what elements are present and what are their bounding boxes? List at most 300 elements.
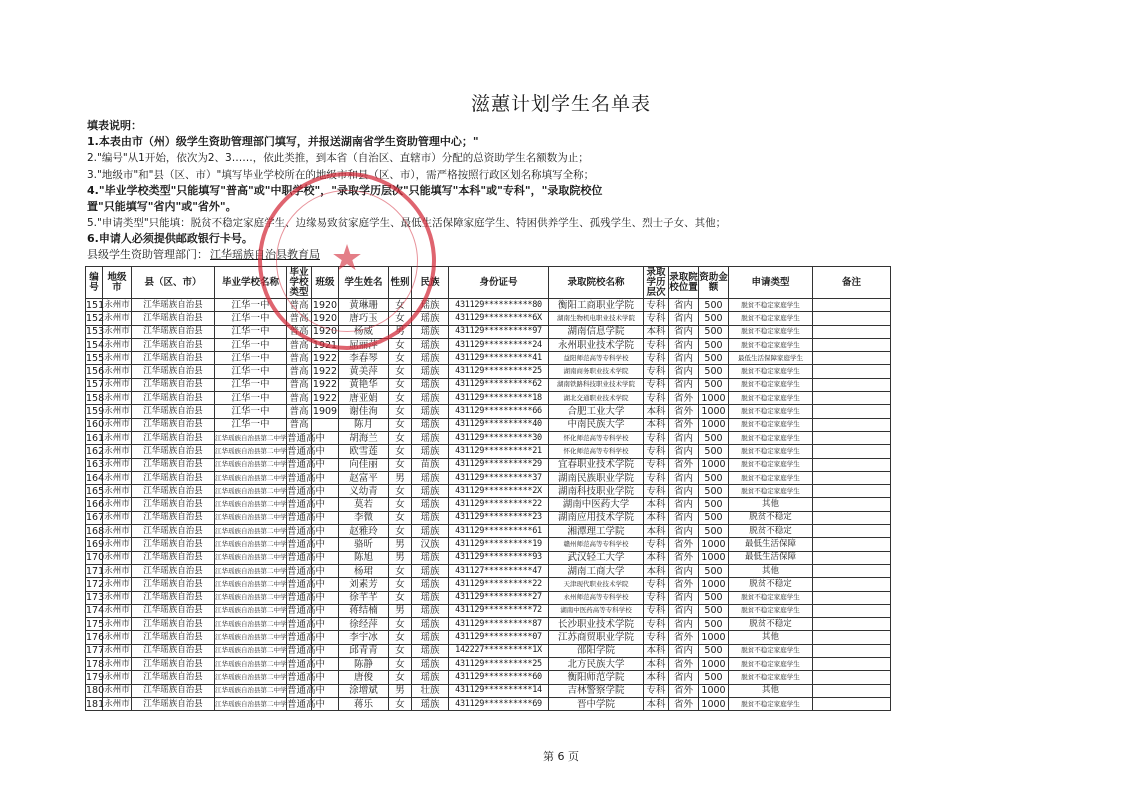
cell-remarks [813,418,891,431]
cell-university: 长沙职业技术学院 [549,618,644,631]
cell-university: 北方民族大学 [549,658,644,671]
cell-degree-level: 专科 [644,458,669,471]
student-roster-table [85,266,891,711]
cell-university-location: 省内 [669,485,699,498]
cell-county: 江华瑶族自治县 [132,418,215,431]
cell-application-type: 脱贫不稳定家庭学生 [729,431,813,444]
cell-degree-level: 本科 [644,511,669,524]
cell-university-location: 省内 [669,338,699,351]
cell-id-number: 431129**********61 [449,525,549,538]
cell-county: 江华瑶族自治县 [132,684,215,697]
cell-school-type: 普通高中 [287,432,326,444]
cell-school: 江华瑶族自治县第二中学 [215,604,287,617]
cell-gender: 男 [389,684,412,697]
column-header: 学生姓名 [339,267,389,299]
cell-university-location: 省外 [669,458,699,471]
cell-number: 167 [86,512,105,524]
cell-amount: 500 [699,485,729,498]
cell-amount: 500 [699,511,729,524]
cell-gender: 女 [389,378,412,391]
cell-county: 江华瑶族自治县 [132,299,215,312]
cell-school-type: 普通高中 [287,592,326,604]
cell-amount: 1000 [699,538,729,551]
cell-degree-level: 专科 [644,365,669,378]
cell-university-location: 省外 [669,392,699,405]
cell-student-name: 骆昕 [339,538,389,551]
cell-school: 江华瑶族自治县第二中学 [215,471,287,484]
cell-city: 永州市 [103,644,132,657]
cell-student-name: 杨珺 [339,564,389,577]
cell-remarks [813,325,891,338]
cell-id-number: 431129**********66 [449,405,549,418]
cell-university: 邵阳学院 [549,644,644,657]
column-header: 地级市 [103,267,132,299]
cell-gender: 男 [389,325,412,338]
cell-school-type: 普高 [287,405,312,418]
cell-ethnicity: 瑶族 [412,578,449,591]
table-row [86,325,891,338]
cell-county: 江华瑶族自治县 [132,631,215,644]
cell-school: 江华瑶族自治县第二中学 [215,578,287,591]
cell-gender: 女 [389,338,412,351]
cell-school: 江华瑶族自治县第二中学 [215,564,287,577]
cell-city: 永州市 [103,431,132,444]
cell-amount: 500 [699,338,729,351]
cell-remarks [813,352,891,365]
cell-university: 江苏商贸职业学院 [549,631,644,644]
cell-city: 永州市 [103,697,132,710]
cell-gender: 女 [389,644,412,657]
cell-county: 江华瑶族自治县 [132,431,215,444]
cell-university-location: 省外 [669,405,699,418]
cell-degree-level: 专科 [644,591,669,604]
cell-class: 1922 [312,392,338,404]
cell-university-location: 省内 [669,445,699,458]
cell-ethnicity: 瑶族 [412,604,449,617]
table-row [86,511,891,524]
cell-school: 江华一中 [215,338,287,351]
cell-school: 江华瑶族自治县第二中学 [215,618,287,631]
cell-county: 江华瑶族自治县 [132,538,215,551]
cell-remarks [813,591,891,604]
cell-ethnicity: 瑶族 [412,338,449,351]
cell-ethnicity: 瑶族 [412,431,449,444]
cell-application-type: 脱贫不稳定家庭学生 [729,405,813,418]
cell-application-type: 其他 [729,631,813,644]
cell-amount: 1000 [699,418,729,431]
cell-application-type: 脱贫不稳定家庭学生 [729,697,813,710]
cell-id-number: 431129**********93 [449,551,549,564]
cell-gender: 女 [389,658,412,671]
instructions-heading: 填表说明： [87,119,142,132]
cell-remarks [813,392,891,405]
table-row [86,471,891,484]
cell-amount: 500 [699,431,729,444]
cell-county: 江华瑶族自治县 [132,445,215,458]
cell-id-number: 431129**********97 [449,325,549,338]
cell-university: 湖南应用技术学院 [549,511,644,524]
cell-university: 湖南民族职业学院 [549,471,644,484]
cell-degree-level: 专科 [644,431,669,444]
cell-ethnicity: 瑶族 [412,418,449,431]
cell-degree-level: 专科 [644,312,669,325]
cell-university-location: 省内 [669,431,699,444]
cell-number: 165 [86,485,105,497]
instruction-line-5: 5."申请类型"只能填：脱贫不稳定家庭学生、边缘易致贫家庭学生、最低生活保障家庭学生、特困供养学生、孤残学生、烈士子女、其他； [87,217,727,230]
cell-application-type: 脱贫不稳定家庭学生 [729,485,813,498]
cell-university: 天津现代职业技术学院 [549,578,644,591]
cell-ethnicity: 汉族 [412,538,449,551]
cell-school-type: 普通高中 [287,671,326,683]
cell-id-number: 431129**********60 [449,671,549,684]
cell-amount: 500 [699,325,729,338]
cell-university: 中南民族大学 [549,418,644,431]
cell-remarks [813,511,891,524]
cell-student-name: 蒋结楠 [339,604,389,617]
cell-school: 江华瑶族自治县第二中学 [215,591,287,604]
cell-degree-level: 本科 [644,405,669,418]
cell-university-location: 省内 [669,365,699,378]
cell-degree-level: 本科 [644,658,669,671]
cell-amount: 1000 [699,684,729,697]
cell-student-name: 胡海兰 [339,431,389,444]
cell-amount: 500 [699,471,729,484]
cell-school-type: 普通高中 [287,445,326,457]
table-row [86,591,891,604]
cell-gender: 女 [389,578,412,591]
seal-star-icon: ★ [330,238,364,279]
cell-university-location: 省内 [669,618,699,631]
cell-id-number: 431129**********87 [449,618,549,631]
column-header: 申请类型 [729,267,813,299]
cell-student-name: 李春琴 [339,352,389,365]
cell-ethnicity: 瑶族 [412,564,449,577]
cell-county: 江华瑶族自治县 [132,525,215,538]
cell-ethnicity: 瑶族 [412,392,449,405]
table-row [86,431,891,444]
cell-application-type: 脱贫不稳定家庭学生 [729,445,813,458]
cell-application-type: 脱贫不稳定家庭学生 [729,471,813,484]
cell-gender: 女 [389,299,412,312]
cell-ethnicity: 瑶族 [412,352,449,365]
cell-id-number: 431129**********07 [449,631,549,644]
cell-degree-level: 专科 [644,485,669,498]
cell-city: 永州市 [103,564,132,577]
table-row [86,418,891,431]
cell-university-location: 省内 [669,299,699,312]
cell-ethnicity: 瑶族 [412,445,449,458]
cell-university: 永州职业技术学院 [549,338,644,351]
cell-student-name: 邱青青 [339,644,389,657]
cell-number: 180 [86,685,105,697]
cell-student-name: 黄艳华 [339,378,389,391]
table-row [86,551,891,564]
cell-number: 169 [86,538,105,550]
cell-application-type: 脱贫不稳定家庭学生 [729,392,813,405]
cell-city: 永州市 [103,365,132,378]
cell-county: 江华瑶族自治县 [132,498,215,511]
cell-id-number: 142227**********1X [449,644,549,657]
table-row [86,578,891,591]
cell-number: 153 [86,326,105,338]
cell-number: 174 [86,605,105,617]
cell-degree-level: 本科 [644,644,669,657]
table-row [86,365,891,378]
instruction-line-4: 4."毕业学校类型"只能填写"普高"或"中职学校"，"录取学历层次"只能填写"本科"或"专科"，"录取院校位 [87,183,603,197]
cell-amount: 1000 [699,697,729,710]
cell-number: 179 [86,671,105,683]
cell-university-location: 省内 [669,325,699,338]
cell-gender: 女 [389,431,412,444]
cell-university-location: 省内 [669,591,699,604]
cell-degree-level: 专科 [644,338,669,351]
cell-school-type: 普通高中 [287,485,326,497]
cell-degree-level: 专科 [644,378,669,391]
cell-university: 湖南生物机电职业技术学院 [549,312,644,325]
cell-remarks [813,299,891,312]
cell-city: 永州市 [103,338,132,351]
cell-number: 156 [86,366,105,378]
cell-county: 江华瑶族自治县 [132,604,215,617]
table-row [86,485,891,498]
cell-application-type: 脱贫不稳定家庭学生 [729,365,813,378]
cell-school-type: 普通高中 [287,578,326,590]
cell-application-type: 脱贫不稳定家庭学生 [729,338,813,351]
cell-application-type: 脱贫不稳定家庭学生 [729,418,813,431]
cell-school: 江华瑶族自治县第二中学 [215,485,287,498]
cell-city: 永州市 [103,299,132,312]
cell-application-type: 脱贫不稳定家庭学生 [729,312,813,325]
cell-school: 江华一中 [215,325,287,338]
cell-university-location: 省内 [669,564,699,577]
cell-school: 江华瑶族自治县第二中学 [215,445,287,458]
cell-class: 1920 [312,312,338,324]
cell-school-type: 普高 [287,312,312,325]
column-header: 录取学历层次 [644,267,669,299]
cell-school-type: 普通高中 [287,658,326,670]
cell-city: 永州市 [103,378,132,391]
cell-university: 永州师范高等专科学校 [549,591,644,604]
cell-city: 永州市 [103,604,132,617]
cell-number: 168 [86,525,105,537]
cell-ethnicity: 瑶族 [412,471,449,484]
cell-school: 江华瑶族自治县第二中学 [215,631,287,644]
cell-amount: 500 [699,591,729,604]
cell-university-location: 省外 [669,578,699,591]
cell-student-name: 陈旭 [339,551,389,564]
table-row [86,644,891,657]
cell-id-number: 431129**********25 [449,658,549,671]
cell-remarks [813,365,891,378]
cell-student-name: 黄美萍 [339,365,389,378]
cell-university: 湖南中医药高等专科学校 [549,604,644,617]
cell-number: 159 [86,406,105,418]
cell-student-name: 赵雅玲 [339,525,389,538]
cell-class: 1922 [312,352,338,364]
cell-student-name: 蒋乐 [339,697,389,710]
cell-student-name: 谢佳洵 [339,405,389,418]
column-header: 性别 [389,267,412,299]
cell-city: 永州市 [103,418,132,431]
table-row [86,684,891,697]
cell-gender: 女 [389,697,412,710]
cell-amount: 500 [699,299,729,312]
cell-student-name: 向佳丽 [339,458,389,471]
cell-application-type: 最低生活保障 [729,538,813,551]
cell-gender: 女 [389,618,412,631]
cell-city: 永州市 [103,498,132,511]
cell-city: 永州市 [103,618,132,631]
cell-school: 江华瑶族自治县第二中学 [215,498,287,511]
cell-degree-level: 本科 [644,697,669,710]
cell-gender: 女 [389,392,412,405]
cell-county: 江华瑶族自治县 [132,658,215,671]
cell-university: 晋中学院 [549,697,644,710]
cell-amount: 500 [699,498,729,511]
cell-student-name: 唐巧玉 [339,312,389,325]
cell-school: 江华瑶族自治县第二中学 [215,684,287,697]
cell-application-type: 最低生活保障家庭学生 [729,352,813,365]
cell-county: 江华瑶族自治县 [132,697,215,710]
column-header: 身份证号 [449,267,549,299]
cell-amount: 1000 [699,392,729,405]
cell-degree-level: 专科 [644,631,669,644]
cell-degree-level: 专科 [644,471,669,484]
table-row [86,618,891,631]
cell-degree-level: 专科 [644,618,669,631]
cell-id-number: 431129**********22 [449,498,549,511]
cell-university: 赣州师范高等专科学校 [549,538,644,551]
cell-county: 江华瑶族自治县 [132,352,215,365]
cell-number: 161 [86,432,105,444]
cell-ethnicity: 瑶族 [412,697,449,710]
cell-school-type: 普通高中 [287,565,326,577]
cell-id-number: 431129**********18 [449,392,549,405]
cell-remarks [813,644,891,657]
department-label: 县级学生资助管理部门： [87,248,208,261]
cell-university-location: 省内 [669,471,699,484]
cell-application-type: 脱贫不稳定 [729,511,813,524]
cell-number: 164 [86,472,105,484]
cell-remarks [813,564,891,577]
cell-university-location: 省外 [669,551,699,564]
cell-gender: 女 [389,564,412,577]
cell-gender: 男 [389,551,412,564]
cell-ethnicity: 瑶族 [412,671,449,684]
cell-amount: 1000 [699,405,729,418]
cell-remarks [813,697,891,710]
cell-degree-level: 专科 [644,684,669,697]
cell-number: 171 [86,565,105,577]
cell-school-type: 普通高中 [287,605,326,617]
cell-remarks [813,618,891,631]
cell-id-number: 431129**********69 [449,697,549,710]
cell-city: 永州市 [103,392,132,405]
cell-remarks [813,338,891,351]
cell-student-name: 陈静 [339,658,389,671]
table-row [86,405,891,418]
cell-university: 衡阳工商职业学院 [549,299,644,312]
table-row [86,352,891,365]
cell-application-type: 脱贫不稳定 [729,618,813,631]
cell-gender: 女 [389,405,412,418]
cell-school: 江华瑶族自治县第二中学 [215,458,287,471]
cell-school-type: 普高 [287,325,312,338]
cell-school: 江华瑶族自治县第二中学 [215,658,287,671]
cell-county: 江华瑶族自治县 [132,618,215,631]
cell-city: 永州市 [103,591,132,604]
cell-county: 江华瑶族自治县 [132,378,215,391]
cell-school: 江华一中 [215,378,287,391]
cell-school-type: 普通高中 [287,552,326,564]
cell-city: 永州市 [103,671,132,684]
cell-university-location: 省外 [669,658,699,671]
cell-ethnicity: 苗族 [412,458,449,471]
cell-class [312,418,339,431]
cell-school: 江华瑶族自治县第二中学 [215,644,287,657]
cell-university: 湖南铁路科技职业技术学院 [549,378,644,391]
cell-university: 武汉轻工大学 [549,551,644,564]
cell-remarks [813,378,891,391]
cell-gender: 女 [389,511,412,524]
cell-student-name: 徐经萍 [339,618,389,631]
cell-application-type: 脱贫不稳定 [729,525,813,538]
cell-city: 永州市 [103,312,132,325]
cell-school-type: 普通高中 [287,685,326,697]
cell-degree-level: 本科 [644,551,669,564]
cell-school-type: 普高 [287,338,312,351]
cell-school-type: 普高 [287,392,312,405]
cell-university: 吉林警察学院 [549,684,644,697]
cell-school-type: 普通高中 [287,472,326,484]
cell-gender: 女 [389,671,412,684]
cell-number: 157 [86,379,105,391]
cell-county: 江华瑶族自治县 [132,405,215,418]
table-row [86,538,891,551]
cell-county: 江华瑶族自治县 [132,644,215,657]
cell-school: 江华一中 [215,418,287,431]
table-row [86,312,891,325]
cell-university-location: 省内 [669,644,699,657]
cell-county: 江华瑶族自治县 [132,551,215,564]
table-row [86,498,891,511]
cell-gender: 女 [389,485,412,498]
cell-id-number: 431129**********14 [449,684,549,697]
cell-id-number: 431129**********80 [449,299,549,312]
cell-id-number: 431129**********72 [449,604,549,617]
cell-school-type: 普通高中 [287,538,326,550]
cell-university-location: 省内 [669,498,699,511]
cell-gender: 女 [389,498,412,511]
cell-ethnicity: 瑶族 [412,378,449,391]
cell-degree-level: 专科 [644,538,669,551]
cell-university: 衡阳师范学院 [549,671,644,684]
cell-remarks [813,671,891,684]
column-header: 民族 [412,267,449,299]
cell-city: 永州市 [103,684,132,697]
cell-application-type: 脱贫不稳定家庭学生 [729,658,813,671]
cell-class: 1920 [312,326,338,338]
cell-class: 1909 [312,406,338,418]
cell-ethnicity: 瑶族 [412,498,449,511]
cell-amount: 500 [699,564,729,577]
cell-ethnicity: 瑶族 [412,405,449,418]
cell-school-type: 普通高中 [287,645,326,657]
cell-university: 湖南信息学院 [549,325,644,338]
cell-ethnicity: 瑶族 [412,658,449,671]
cell-id-number: 431129**********2X [449,485,549,498]
cell-number: 173 [86,592,105,604]
